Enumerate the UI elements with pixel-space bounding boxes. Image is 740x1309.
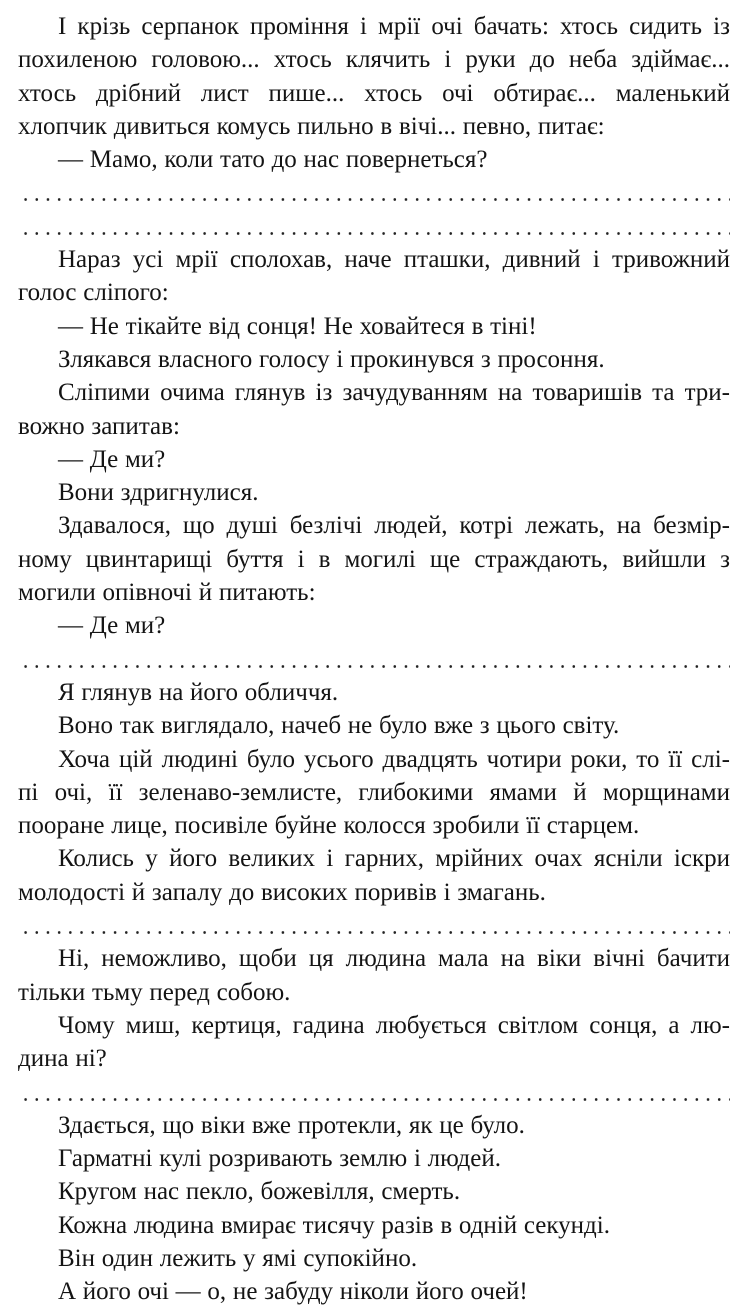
- text-line: хлопчик дивиться комусь пильно в вічі... певно, питає:: [18, 112, 605, 140]
- text-line: — Де ми?: [58, 445, 166, 473]
- text-line: Нараз усі мрії сполохав, наче пташки, дивний і тривожний: [58, 246, 730, 274]
- text-line: Вони здригнулися.: [58, 479, 259, 507]
- text-line: Кругом нас пекло, божевілля, смерть.: [58, 1178, 461, 1206]
- text-line: хтось дрібний лист пише... хтось очі обтирає... маленький: [18, 79, 730, 107]
- text-line: Злякався власного голосу і прокинувся з просоння.: [58, 345, 605, 373]
- text-line: Гарматні кулі розривають землю і людей.: [58, 1145, 501, 1173]
- text-line: Здавалося, що душі безлічі людей, котрі лежать, на безмір-: [58, 512, 730, 540]
- text-line: молодості й запалу до високих поривів і змагань.: [18, 878, 546, 906]
- text-line: — Не тікайте від сонця! Не ховайтеся в тіні!: [58, 312, 537, 340]
- text-line: пооране лице, посивіле буйне колосся зробили її старцем.: [18, 812, 640, 840]
- text-line: похиленою головою... хтось клячить і руки до неба здіймає...: [18, 46, 730, 74]
- text-line: дина ні?: [18, 1045, 107, 1073]
- text-line: Колись у його великих і гарних, мрійних очах ясніли іскри: [58, 845, 730, 873]
- text-line: І крізь серпанок проміння і мрії очі бачать: хтось сидить із: [58, 13, 730, 40]
- text-line: Здається, що віки вже протекли, як це було.: [58, 1111, 525, 1139]
- page-text: [18, 10, 730, 1309]
- text-line: пі очі, її зеленаво-землисте, глибокими ямами й морщинами: [18, 778, 730, 806]
- dotted-separator: [18, 643, 730, 676]
- text-line: голос сліпого:: [18, 279, 169, 307]
- text-line: Воно так виглядало, начеб не було вже з цього світу.: [58, 712, 620, 740]
- text-line: Кожна людина вмирає тисячу разів в одній секунді.: [58, 1211, 610, 1239]
- text-line: — Де ми?: [58, 612, 166, 640]
- text-line: — Мамо, коли тато до нас повернеться?: [58, 146, 488, 174]
- text-line: Він один лежить у ямі супокійно.: [58, 1244, 418, 1272]
- text-line: Хоча цій людині було усього двадцять чотири роки, то її слі-: [58, 745, 730, 773]
- dotted-separator: [18, 210, 730, 243]
- text-line: Ні, неможливо, щоби ця людина мала на віки вічні бачити: [58, 945, 730, 973]
- text-line: А його очі — о, не забуду ніколи його очей!: [58, 1278, 528, 1306]
- text-line: Сліпими очима глянув із зачудуванням на товаришів та три-: [58, 379, 730, 407]
- text-line: могили опівночі й питають:: [18, 579, 316, 607]
- text-line: Чому миш, кертиця, гадина любується світлом сонця, а лю-: [58, 1011, 730, 1039]
- text-line: Я глянув на його обличчя.: [58, 678, 339, 706]
- dotted-separator: [18, 176, 730, 209]
- dotted-separator: [18, 909, 730, 942]
- text-line: ному цвинтарищі буття і в могилі ще страждають, вийшли з: [18, 545, 730, 573]
- text-line: тільки тьму перед собою.: [18, 978, 291, 1006]
- dotted-separator: [18, 1076, 730, 1109]
- text-line: вожно запитав:: [18, 412, 180, 440]
